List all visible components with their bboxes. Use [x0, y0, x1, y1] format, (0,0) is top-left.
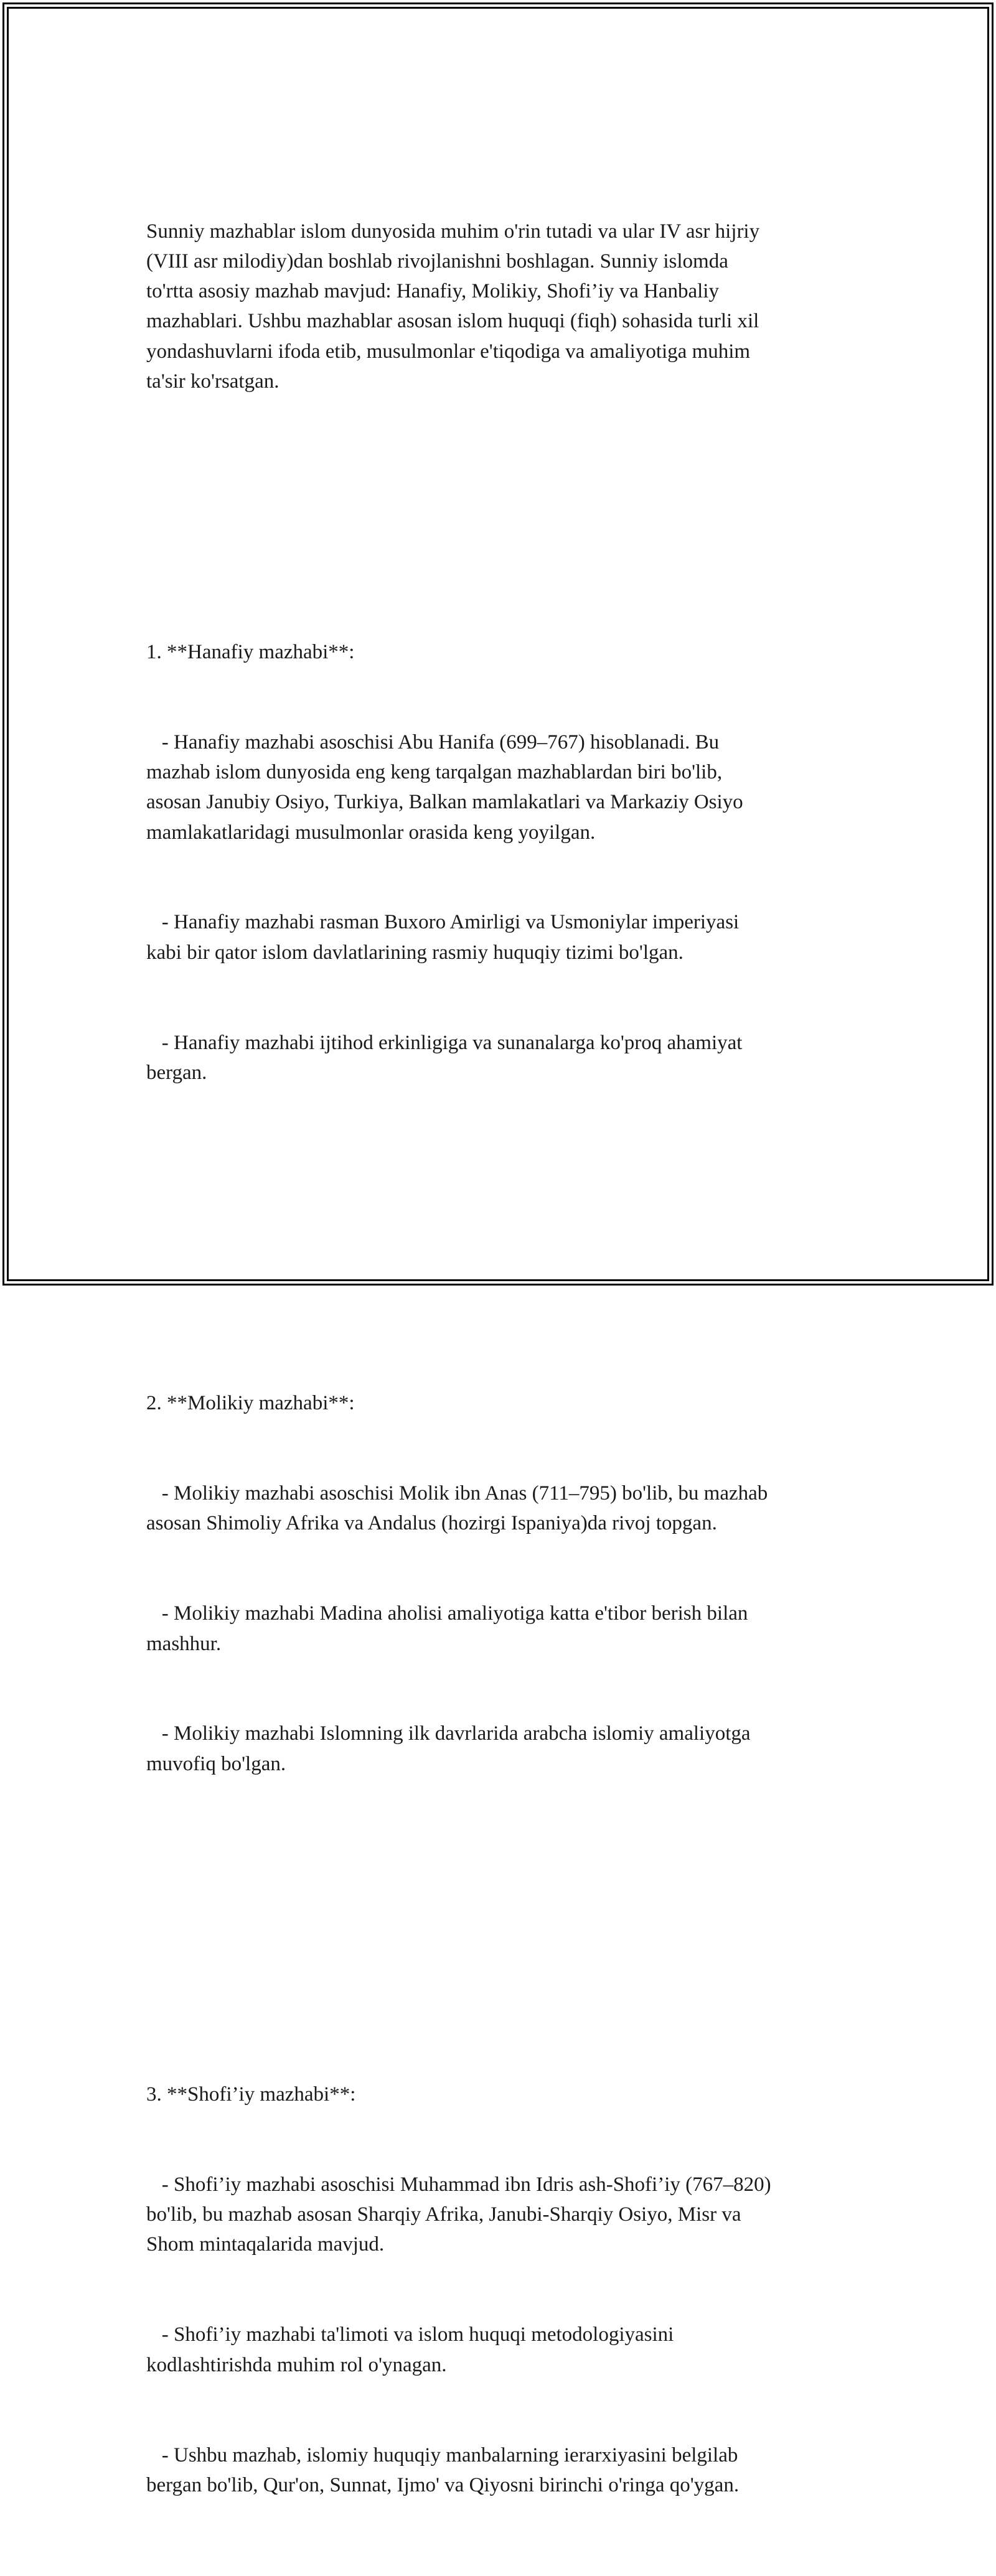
section-hanafiy	[146, 577, 856, 1148]
paragraph-spacer	[146, 457, 856, 487]
list-item: - Molikiy mazhabi Madina aholisi amaliyotiga katta e'tibor berish bilan mashhur.	[146, 1602, 748, 1655]
list-item: - Hanafiy mazhabi asoschisi Abu Hanifa (699–767) hisoblanadi. Bu mazhab islom dunyosida eng keng tarqalgan mazhablardan biri bo'lib, asosan Janubiy Osiyo, Turkiya, Balkan mamlakatlari va Markaziy Osiyo mamlakatlaridagi musulmonlar orasida keng yoyilgan.	[146, 730, 743, 844]
list-item: - Shofi’iy mazhabi asoschisi Muhammad ibn Idris ash-Shofi’iy (767–820) bo'lib, bu mazhab asosan Sharqiy Afrika, Janubi-Sharqiy Osiyo, Misr va Shom mintaqalarida mavjud.	[146, 2173, 771, 2256]
list-item: - Ushbu mazhab, islomiy huquqiy manbalarning ierarxiyasini belgilab bergan bo'lib, Qur'on, Sunnat, Ijmo' va Qiyosni birinchi o'ringa qo'ygan.	[146, 2443, 740, 2496]
section-heading: 1. **Hanafiy mazhabi**:	[146, 640, 355, 663]
document-body	[146, 156, 856, 2576]
list-item: - Shofi’iy mazhabi ta'limoti va islom huquqi metodologiyasini kodlashtirishda muhim rol o'ynagan.	[146, 2323, 674, 2376]
section-heading: 3. **Shofi’iy mazhabi**:	[146, 2083, 356, 2106]
paragraph-spacer	[146, 1899, 856, 1929]
list-item: - Hanafiy mazhabi ijtihod erkinligiga va sunanalarga ko'proq ahamiyat bergan.	[146, 1031, 743, 1084]
intro-paragraph: Sunniy mazhablar islom dunyosida muhim o'rin tutadi va ular IV asr hijriy (VIII asr milodiy)dan boshlab rivojlanishni boshlagan. Sunniy islomda to'rtta asosiy mazhab mavjud: Hanafiy, Molikiy, Shofi’iy va Hanbaliy mazhablari. Ushbu mazhablar asosan islom huquqi (fiqh) sohasida turli xil yondashuvlarni ifoda etib, musulmonlar e'tiqodiga va amaliyotiga muhim ta'sir ko'rsatgan.	[146, 220, 760, 393]
list-item: - Molikiy mazhabi asoschisi Molik ibn Anas (711–795) bo'lib, bu mazhab asosan Shimoliy Afrika va Andalus (hozirgi Ispaniya)da rivoj topgan.	[146, 1482, 768, 1535]
list-item: - Hanafiy mazhabi rasman Buxoro Amirligi va Usmoniylar imperiyasi kabi bir qator islom davlatlarining rasmiy huquqiy tizimi bo'lgan.	[146, 911, 740, 964]
section-molikiy	[146, 1328, 856, 1839]
paragraph-spacer	[146, 1208, 856, 1238]
section-heading: 2. **Molikiy mazhabi**:	[146, 1392, 355, 1415]
section-shofiiy	[146, 2019, 856, 2560]
list-item: - Molikiy mazhabi Islomning ilk davrlarida arabcha islomiy amaliyotga muvofiq bo'lgan.	[146, 1722, 751, 1775]
